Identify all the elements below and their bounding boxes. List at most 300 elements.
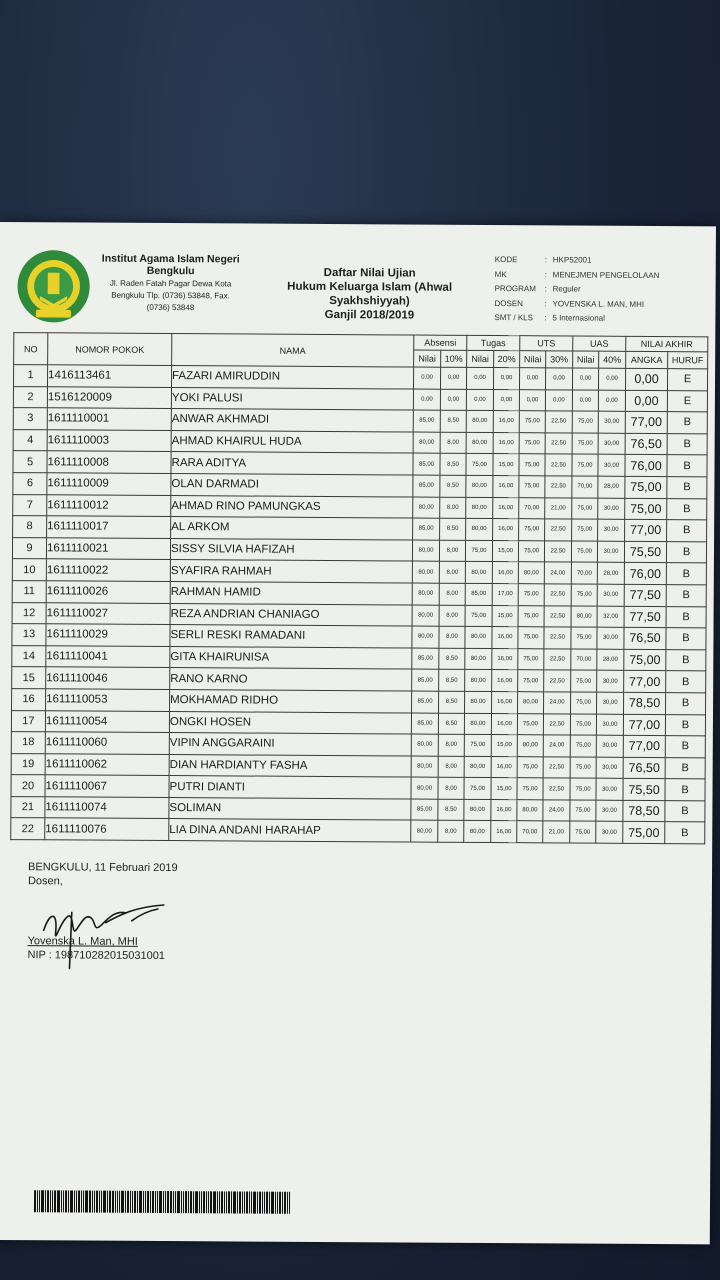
score-cell: 16,00 [493,432,519,454]
meta-key: MK [494,269,507,279]
barcode-bar [167,1191,169,1213]
score-cell: 70,00 [571,649,597,671]
barcode-bar [52,1190,53,1212]
table-row [11,818,705,844]
barcode-bar [206,1191,207,1213]
score-cell: 75,00 [517,756,543,778]
subheader-nilai: Nilai [520,351,546,368]
barcode-bar [221,1191,223,1213]
student-id: 1416113461 [47,365,171,387]
barcode-bar [253,1192,256,1214]
barcode-bar [185,1191,187,1213]
barcode-bar [125,1191,126,1213]
barcode-bar [181,1191,182,1213]
grades-table-body [11,365,708,844]
score-cell: 75,00 [571,692,597,714]
score-cell: 0,00 [598,390,625,412]
score-cell: 16,00 [491,713,517,735]
score-cell: 75,00 [464,778,491,800]
barcode-bar [195,1191,198,1213]
score-cell: 80,00 [464,799,491,821]
course-name-line2: Syakhshiyyah) [329,295,410,308]
final-score: 76,50 [625,433,667,455]
score-cell: 75,00 [465,605,492,627]
score-cell: 8,00 [438,734,464,756]
barcode-bar [213,1191,216,1213]
barcode [34,1190,364,1214]
course-meta [494,253,659,327]
score-cell: 75,00 [518,540,544,562]
score-cell: 16,00 [491,756,517,778]
document-title-block [274,266,464,323]
score-cell: 22,50 [545,411,572,433]
barcode-bar [282,1192,283,1214]
score-cell: 75,00 [518,584,544,606]
barcode-bar [109,1191,111,1213]
row-number: 8 [13,516,47,538]
subheader-nilai: Nilai [414,350,441,367]
score-cell: 30,00 [597,692,624,714]
score-cell: 75,00 [570,800,596,822]
student-name: DIAN HARDIANTY FASHA [169,754,411,777]
meta-value: 5 Internasional [552,313,605,323]
score-cell: 85,00 [412,648,439,670]
score-cell: 80,00 [411,756,438,778]
barcode-bar [92,1191,93,1213]
score-cell: 80,00 [517,735,543,757]
score-cell: 75,00 [570,713,596,735]
score-cell: 8,50 [439,670,465,692]
subheader-pct-uas: 40% [599,351,626,368]
barcode-bar [224,1191,225,1213]
score-cell: 0,00 [598,368,625,390]
score-cell: 22,50 [545,454,572,476]
final-score: 75,00 [624,649,666,671]
score-cell: 80,00 [465,691,492,713]
barcode-bar [239,1191,241,1213]
barcode-bar [45,1190,46,1212]
score-cell: 80,00 [518,692,544,714]
student-id: 1611110053 [46,689,170,711]
score-cell: 8,50 [439,691,465,713]
institution-header [95,253,245,314]
score-cell: 75,00 [518,605,544,627]
score-cell: 75,00 [571,584,597,606]
score-cell: 8,00 [438,777,464,799]
barcode-bar [201,1191,202,1213]
row-number: 20 [11,775,45,797]
student-name: REZA ANDRIAN CHANIAGO [170,603,412,626]
student-id: 1611110046 [46,667,170,689]
meta-key: PROGRAM [494,284,536,294]
score-cell: 8,00 [439,562,465,584]
barcode-bar [157,1191,158,1213]
barcode-bar [47,1190,49,1212]
score-cell: 21,00 [545,497,572,519]
letter-grade: B [665,757,705,779]
final-score: 77,00 [623,714,665,736]
score-cell: 0,00 [466,367,493,389]
score-cell: 22,50 [544,627,571,649]
score-cell: 80,00 [518,562,544,584]
barcode-bar [81,1191,82,1213]
barcode-bar [63,1190,64,1212]
meta-value: HKP52001 [552,255,592,265]
score-cell: 16,00 [491,821,517,843]
row-number: 13 [12,624,46,646]
score-cell: 16,00 [493,475,519,497]
score-cell: 30,00 [598,519,625,541]
barcode-bar [103,1191,106,1213]
score-cell: 75,00 [518,670,544,692]
student-name: PUTRI DIANTI [169,776,411,799]
barcode-bar [271,1192,274,1214]
score-cell: 8,50 [438,799,464,821]
student-name: LIA DINA ANDANI HARAHAP [169,819,411,842]
header-tugas: Tugas [467,335,520,350]
letter-grade: B [666,692,706,714]
barcode-bar [130,1191,131,1213]
barcode-bar [289,1192,290,1214]
barcode-bar [163,1191,164,1213]
student-id: 1611110017 [47,516,171,538]
score-cell: 75,00 [465,540,492,562]
student-name: SYAFIRA RAHMAH [170,560,412,583]
lecturer-name: Yovenska L. Man, MHI [27,935,138,948]
meta-row: PROGRAM : Reguler [495,282,660,298]
barcode-bar [115,1191,116,1213]
final-score: 77,00 [625,412,667,434]
score-cell: 70,00 [517,821,543,843]
score-cell: 8,00 [439,583,465,605]
barcode-bar [107,1191,108,1213]
barcode-bar [76,1190,77,1212]
letter-grade: B [667,520,707,542]
barcode-bar [94,1191,95,1213]
score-cell: 22,50 [544,649,571,671]
final-score: 75,50 [623,779,665,801]
barcode-bar [39,1190,40,1212]
barcode-bar [145,1191,146,1213]
score-cell: 80,00 [466,497,493,519]
score-cell: 70,00 [519,497,545,519]
student-id: 1611110008 [47,451,171,473]
score-cell: 21,00 [543,821,570,843]
score-cell: 15,00 [492,605,518,627]
row-number: 22 [11,818,45,840]
barcode-bar [170,1191,172,1213]
score-cell: 85,00 [412,691,439,713]
score-cell: 75,00 [466,454,493,476]
barcode-bar [119,1191,120,1213]
student-id: 1611110012 [47,494,171,516]
score-cell: 85,00 [412,669,439,691]
row-number: 7 [13,494,47,516]
score-cell: 16,00 [491,799,517,821]
barcode-bar [266,1192,268,1214]
score-cell: 28,00 [597,562,624,584]
meta-row: SMT / KLS : 5 Internasional [494,311,659,327]
barcode-bar [277,1192,278,1214]
score-cell: 80,00 [466,475,493,497]
score-cell: 0,00 [413,367,440,389]
score-cell: 75,00 [570,821,596,843]
score-cell: 16,00 [493,497,519,519]
barcode-bar [177,1191,180,1213]
row-number: 11 [12,581,46,603]
score-cell: 80,00 [412,561,439,583]
barcode-bar [173,1191,174,1213]
score-cell: 75,00 [570,778,596,800]
row-number: 3 [13,408,47,430]
student-name: FAZARI AMIRUDDIN [171,366,413,389]
barcode-bar [121,1191,124,1213]
score-cell: 85,00 [465,583,492,605]
letter-grade: B [666,671,706,693]
score-cell: 85,00 [413,518,440,540]
student-name: OLAN DARMADI [171,474,413,497]
barcode-bar [233,1191,236,1213]
row-number: 12 [12,602,46,624]
barcode-bar [269,1192,270,1214]
header-uas: UAS [573,336,626,351]
final-score: 77,00 [624,671,666,693]
institution-name-line2: Bengkulu [146,264,195,278]
score-cell: 0,00 [493,389,519,411]
semester: Ganjil 2018/2019 [324,308,415,322]
row-number: 1 [13,365,47,387]
subheader-angka: ANGKA [626,351,668,368]
score-cell: 80,00 [465,670,492,692]
barcode-bar [264,1192,265,1214]
student-name: RAHMAN HAMID [170,581,412,604]
barcode-bar [41,1190,44,1212]
student-name: SISSY SILVIA HAFIZAH [170,538,412,561]
score-cell: 0,00 [519,389,545,411]
final-score: 76,50 [624,627,666,649]
student-id: 1611110062 [45,753,169,775]
score-cell: 28,00 [598,476,625,498]
student-name: RANO KARNO [170,668,412,691]
score-cell: 0,00 [519,368,545,390]
barcode-bar [249,1192,250,1214]
score-cell: 8,50 [439,648,465,670]
barcode-bar [112,1191,114,1213]
barcode-bar [210,1191,212,1213]
score-cell: 22,50 [545,519,572,541]
meta-key: DOSEN [494,298,523,308]
barcode-bar [134,1191,136,1213]
score-cell: 22,50 [545,476,572,498]
barcode-bar [132,1191,133,1213]
score-cell: 24,00 [544,692,571,714]
row-number: 10 [12,559,46,581]
score-cell: 16,00 [493,519,519,541]
score-cell: 0,00 [413,389,440,411]
subheader-pct-uts: 30% [546,351,573,368]
score-cell: 22,50 [544,584,571,606]
score-cell: 24,00 [543,735,570,757]
student-name: MOKHAMAD RIDHO [170,689,412,712]
institution-address-line1: Jl. Raden Fatah Pagar Dewa Kota [109,278,232,289]
score-cell: 15,00 [491,778,517,800]
student-name: YOKI PALUSI [171,387,413,410]
score-cell: 70,00 [571,562,597,584]
meta-row: KODE : HKP52001 [495,253,660,269]
score-cell: 8,00 [438,756,464,778]
barcode-bar [89,1191,91,1213]
student-name: AHMAD RINO PAMUNGKAS [171,495,413,518]
score-cell: 80,00 [412,583,439,605]
score-cell: 22,50 [544,605,571,627]
row-number: 19 [11,753,45,775]
score-cell: 22,50 [543,713,570,735]
score-cell: 24,00 [544,562,571,584]
document-title: Daftar Nilai Ujian [323,266,416,280]
student-name: AL ARKOM [171,517,413,540]
student-id: 1611110003 [47,430,171,452]
barcode-bar [284,1192,286,1214]
score-cell: 30,00 [597,584,624,606]
meta-row: DOSEN : YOVENSKA L. MAN, MHI [494,297,659,313]
barcode-bar [61,1190,62,1212]
letter-grade: B [665,779,705,801]
letter-grade: B [666,563,706,585]
score-cell: 75,00 [572,433,598,455]
score-cell: 80,00 [464,821,491,843]
row-number: 2 [13,386,47,408]
barcode-bar [83,1191,84,1213]
score-cell: 0,00 [440,367,466,389]
score-cell: 75,00 [517,713,543,735]
score-cell: 0,00 [493,368,519,390]
barcode-bar [226,1191,227,1213]
score-cell: 80,00 [464,756,491,778]
letter-grade: B [667,412,707,434]
barcode-bar [219,1191,220,1213]
score-cell: 75,00 [518,648,544,670]
score-cell: 75,00 [517,778,543,800]
barcode-bar [34,1190,36,1212]
score-cell: 75,00 [572,519,598,541]
letter-grade: B [666,649,706,671]
barcode-bar [208,1191,209,1213]
meta-row: MK : MENEJMEN PENGELOLAAN [495,268,660,284]
subheader-nilai: Nilai [467,350,494,367]
final-score: 75,00 [625,476,667,498]
final-score: 76,50 [623,757,665,779]
score-cell: 80,00 [412,540,439,562]
row-number: 21 [11,796,45,818]
student-name: VIPIN ANGGARAINI [169,733,411,756]
barcode-bar [244,1192,245,1214]
score-cell: 8,00 [440,497,466,519]
letter-grade: E [667,390,707,412]
barcode-bar [147,1191,149,1213]
subheader-pct-absensi: 10% [441,350,467,367]
final-score: 77,00 [623,735,665,757]
final-score: 75,50 [624,541,666,563]
letter-grade: B [665,714,705,736]
score-cell: 80,00 [465,626,492,648]
header-nomor-pokok: NOMOR POKOK [48,333,172,366]
barcode-bar [217,1191,218,1213]
score-cell: 80,00 [464,713,491,735]
score-cell: 8,00 [439,626,465,648]
score-cell: 75,00 [519,411,545,433]
score-cell: 80,00 [465,562,492,584]
score-cell: 30,00 [596,735,623,757]
score-cell: 80,00 [412,605,439,627]
subheader-nilai: Nilai [573,351,599,368]
letter-grade: B [666,541,706,563]
barcode-bar [251,1192,252,1214]
header-nilai-akhir: NILAI AKHIR [626,336,708,352]
final-score: 0,00 [625,390,667,412]
score-cell: 80,00 [465,648,492,670]
student-name: SOLIMAN [169,797,411,820]
barcode-bar [287,1192,288,1214]
score-cell: 30,00 [598,498,625,520]
barcode-bar [65,1190,67,1212]
letter-grade: B [667,455,707,477]
score-cell: 75,00 [519,476,545,498]
student-id: 1611110067 [45,775,169,797]
row-number: 5 [13,451,47,473]
score-cell: 0,00 [466,389,493,411]
header-no: NO [14,333,48,365]
letter-grade: B [667,477,707,499]
student-name: GITA KHAIRUNISA [170,646,412,669]
final-score: 75,00 [623,822,665,844]
score-cell: 22,50 [545,433,572,455]
score-cell: 8,50 [438,713,464,735]
student-id: 1611110074 [45,797,169,819]
institution-address-line3: (0736) 53848 [146,302,195,313]
score-cell: 75,00 [571,670,597,692]
score-cell: 24,00 [543,800,570,822]
header-absensi: Absensi [414,335,467,350]
letter-grade: E [668,369,708,391]
score-cell: 80,00 [571,606,597,628]
signer-role: Dosen, [27,875,63,888]
institution-name-line1: Institut Agama Islam Negeri [101,252,240,266]
score-cell: 30,00 [596,757,623,779]
meta-value: Reguler [552,284,581,294]
row-number: 9 [12,537,46,559]
score-cell: 75,00 [570,735,596,757]
score-cell: 30,00 [598,411,625,433]
barcode-bar [143,1191,144,1213]
score-cell: 22,50 [543,778,570,800]
score-cell: 75,00 [518,627,544,649]
barcode-bar [183,1191,184,1213]
barcode-bar [54,1190,56,1212]
score-cell: 8,50 [440,518,466,540]
score-cell: 16,00 [493,411,519,433]
header-uts: UTS [520,336,573,351]
barcode-bar [188,1191,189,1213]
meta-key: KODE [494,255,518,265]
barcode-bar [279,1192,281,1214]
barcode-bar [37,1190,38,1212]
score-cell: 70,00 [572,476,598,498]
final-score: 0,00 [626,368,668,390]
barcode-bar [99,1191,100,1213]
score-cell: 30,00 [596,714,623,736]
barcode-bar [74,1190,75,1212]
barcode-bar [127,1191,129,1213]
